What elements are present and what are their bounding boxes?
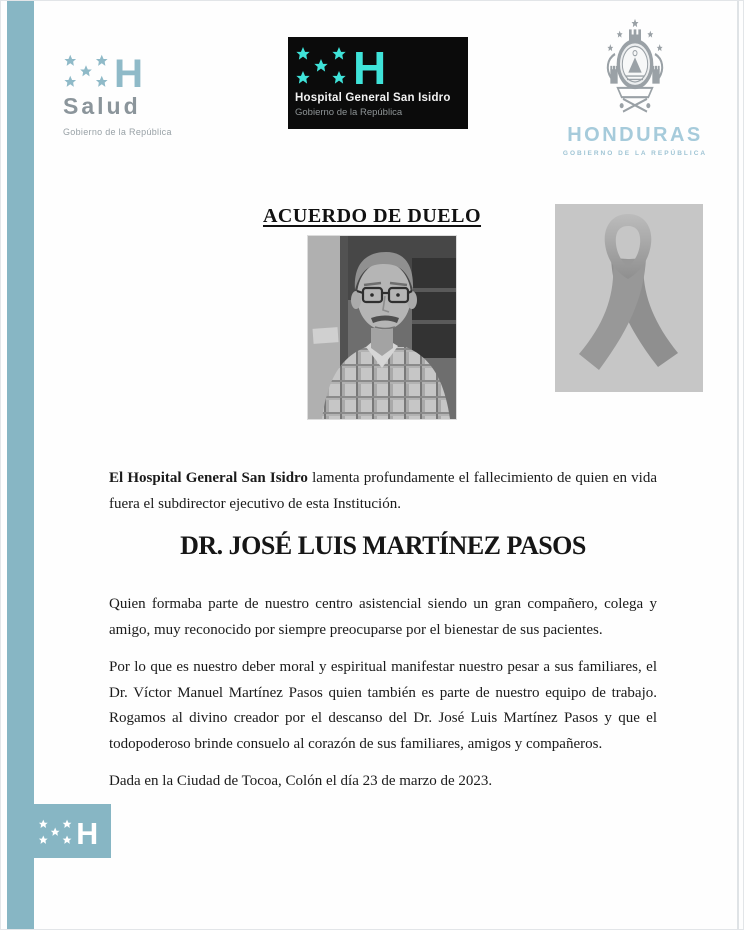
page-right-edge bbox=[737, 1, 739, 930]
gray-ribbon-icon bbox=[555, 204, 703, 392]
salud-logo bbox=[63, 53, 213, 137]
deceased-name-heading: DR. JOSÉ LUIS MARTÍNEZ PASOS bbox=[180, 531, 586, 560]
mourning-ribbon-image bbox=[555, 204, 703, 392]
hospital-logo-subtitle: Gobierno de la República bbox=[295, 107, 403, 118]
footer-stars-h-icon bbox=[38, 818, 104, 845]
footer-h-letter: H bbox=[76, 817, 99, 845]
portrait-photo-image bbox=[308, 236, 456, 419]
footer-logo bbox=[31, 804, 111, 858]
portrait-photo bbox=[307, 235, 457, 420]
honduras-logo-name: HONDURAS bbox=[567, 124, 703, 146]
salud-stars-h-icon bbox=[63, 53, 151, 88]
hospital-logo-name: Hospital General San Isidro bbox=[295, 92, 451, 104]
hospital-logo bbox=[288, 37, 468, 129]
intro-paragraph-rest: lamenta profundamente el fallecimiento de quien en vida fuera el subdirector ejecutivo de esta Institución. bbox=[109, 470, 657, 512]
date-line: Dada en la Ciudad de Tocoa, Colón el día 23 de marzo de 2023. bbox=[109, 773, 493, 789]
intro-paragraph bbox=[109, 466, 657, 517]
left-accent-bar bbox=[7, 1, 34, 930]
honduras-logo bbox=[546, 15, 724, 157]
tribute-paragraph: Quien formaba parte de nuestro centro asistencial siendo un gran compañero, colega y amigo, muy reconocido por siempre preocuparse por el bienestar de sus pacientes. bbox=[109, 596, 657, 638]
salud-logo-subtitle: Gobierno de la República bbox=[63, 127, 172, 137]
honduras-logo-subtitle: GOBIERNO DE LA REPÚBLICA bbox=[562, 150, 708, 157]
hospital-h-letter: H bbox=[353, 45, 387, 85]
document-title: ACUERDO DE DUELO bbox=[262, 205, 482, 227]
honduras-coat-of-arms-icon bbox=[595, 15, 675, 115]
intro-paragraph-bold: El Hospital General San Isidro bbox=[109, 470, 308, 486]
salud-h-letter: H bbox=[114, 53, 144, 88]
hospital-stars-h-icon bbox=[295, 45, 395, 85]
salud-logo-name: Salud bbox=[63, 93, 141, 119]
condolence-paragraph: Por lo que es nuestro deber moral y espiritual manifestar nuestro pesar a sus familiares, el Dr. Víctor Manuel Martínez Pasos quien también es parte de nuestro equipo de trabajo. Rogamos al divino creador por el descanso del Dr. José Luis Martínez Pasos y que el todopoderoso brinde consuelo al corazón de sus familiares, amigos y compañeros. bbox=[109, 659, 657, 752]
